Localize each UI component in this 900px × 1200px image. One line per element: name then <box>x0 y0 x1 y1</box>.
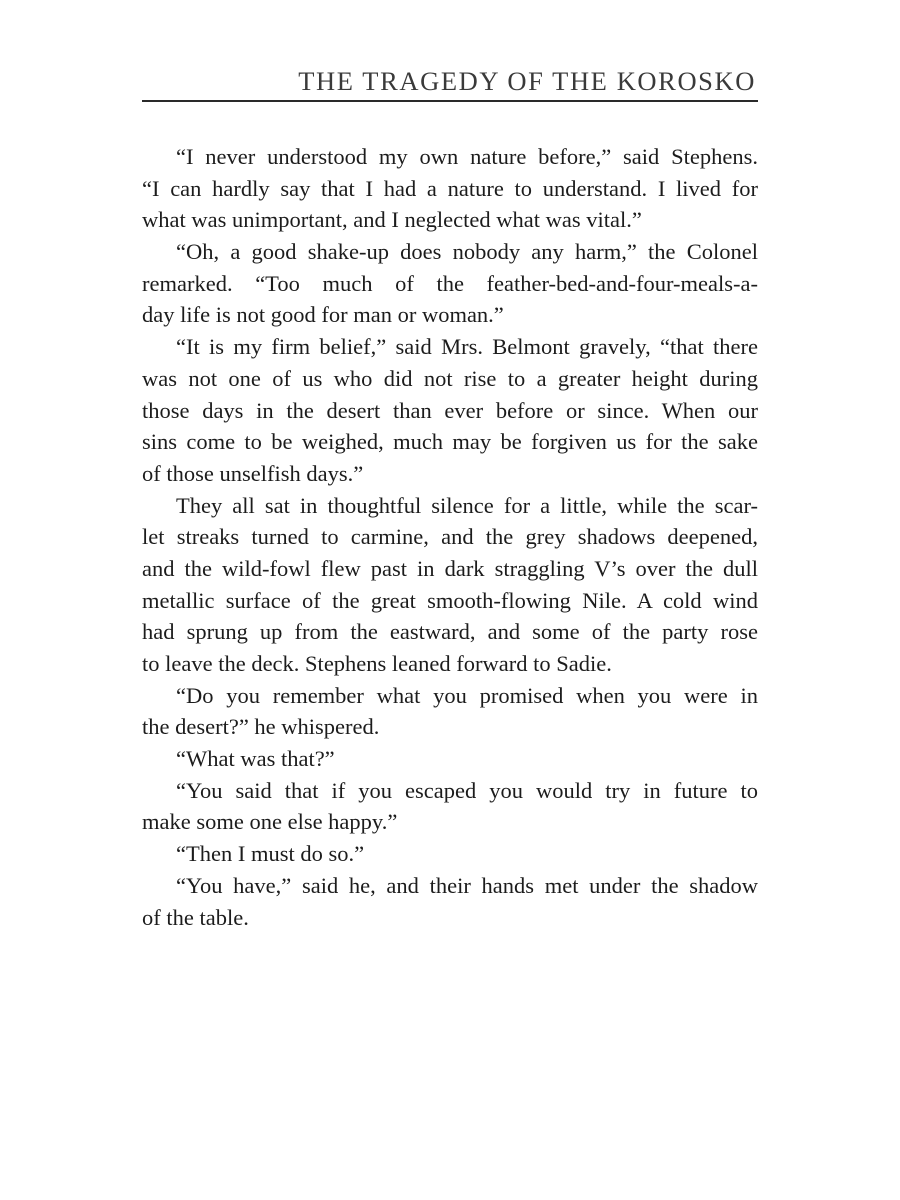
text-line: remarked. “Too much of the feather-bed-and-four-meals-a- <box>142 270 758 296</box>
text-line: sins come to be weighed, much may be forgiven us for the sake <box>142 429 758 455</box>
text-line: and the wild-fowl flew past in dark straggling V’s over the dull <box>142 555 758 581</box>
text-line: “You have,” said he, and their hands met under the shadow <box>176 872 758 898</box>
text-line: “Do you remember what you promised when you were in <box>176 682 758 708</box>
text-line: the desert?” he whispered. <box>142 714 380 740</box>
text-line: “You said that if you escaped you would try in future to <box>176 777 758 803</box>
text-line: of those unselfish days.” <box>142 460 364 486</box>
text-line: day life is not good for man or woman.” <box>142 302 504 328</box>
text-line: metallic surface of the great smooth-flowing Nile. A cold wind <box>142 587 758 613</box>
text-line: make some one else happy.” <box>142 809 398 835</box>
text-line: those days in the desert than ever before or since. When our <box>142 397 758 423</box>
text-line: “I never understood my own nature before,” said Stephens. <box>176 144 758 169</box>
text-line: “It is my firm belief,” said Mrs. Belmont gravely, “that there <box>176 334 758 360</box>
running-header <box>142 64 758 102</box>
text-line: to leave the deck. Stephens leaned forward to Sadie. <box>142 651 612 676</box>
running-title: THE TRAGEDY OF THE KOROSKO <box>298 66 756 96</box>
text-line: “What was that?” <box>176 746 335 772</box>
text-line: They all sat in thoughtful silence for a little, while the scar- <box>176 492 758 518</box>
text-line: was not one of us who did not rise to a greater height during <box>142 365 758 391</box>
text-line: of the table. <box>142 904 249 930</box>
text-line: “Then I must do so.” <box>176 841 365 867</box>
text-line: let streaks turned to carmine, and the grey shadows deepened, <box>142 524 758 550</box>
text-line: had sprung up from the eastward, and some of the party rose <box>142 619 758 645</box>
text-line: “Oh, a good shake-up does nobody any harm,” the Colonel <box>176 239 758 265</box>
page-body <box>142 141 758 933</box>
text-line: “I can hardly say that I had a nature to understand. I lived for <box>142 175 758 201</box>
text-line: what was unimportant, and I neglected what was vital.” <box>142 207 642 233</box>
